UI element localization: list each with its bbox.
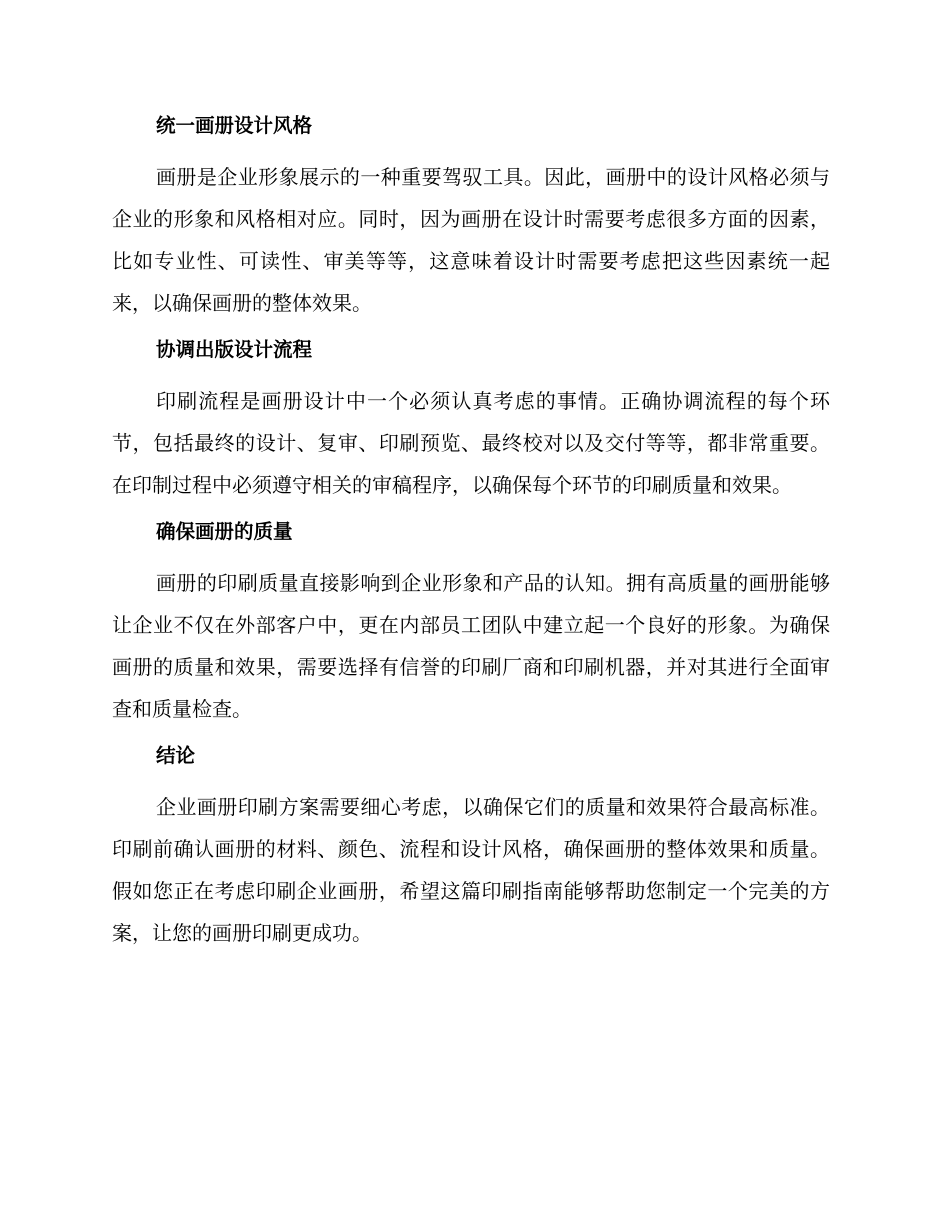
- document-page: [112, 110, 830, 964]
- section-heading: 协调出版设计流程: [156, 338, 313, 361]
- section-paragraph: 画册的印刷质量直接影响到企业形象和产品的认知。拥有高质量的画册能够让企业不仅在外部客户中，更在内部员工团队中建立起一个良好的形象。为确保画册的质量和效果，需要选择有信誉的印刷厂商和印刷机器，并对其进行全面审查和质量检查。: [112, 571, 830, 721]
- section-quality: [112, 516, 830, 730]
- section-conclusion: [112, 740, 830, 954]
- section-paragraph: 印刷流程是画册设计中一个必须认真考虑的事情。正确协调流程的每个环节，包括最终的设计、复审、印刷预览、最终校对以及交付等等，都非常重要。在印制过程中必须遵守相关的审稿程序，以确保每个环节的印刷质量和效果。: [112, 389, 830, 497]
- section-design-style: [112, 110, 830, 324]
- section-paragraph: 画册是企业形象展示的一种重要驾驭工具。因此，画册中的设计风格必须与企业的形象和风格相对应。同时，因为画册在设计时需要考虑很多方面的因素，比如专业性、可读性、审美等等，这意味着设计时需要考虑把这些因素统一起来，以确保画册的整体效果。: [112, 165, 830, 315]
- section-heading: 结论: [156, 744, 196, 767]
- section-heading: 统一画册设计风格: [156, 114, 313, 137]
- section-publishing-workflow: [112, 334, 830, 506]
- section-paragraph: 企业画册印刷方案需要细心考虑，以确保它们的质量和效果符合最高标准。印刷前确认画册的材料、颜色、流程和设计风格，确保画册的整体效果和质量。假如您正在考虑印刷企业画册，希望这篇印刷指南能够帮助您制定一个完美的方案，让您的画册印刷更成功。: [112, 795, 830, 945]
- section-heading: 确保画册的质量: [156, 520, 293, 543]
